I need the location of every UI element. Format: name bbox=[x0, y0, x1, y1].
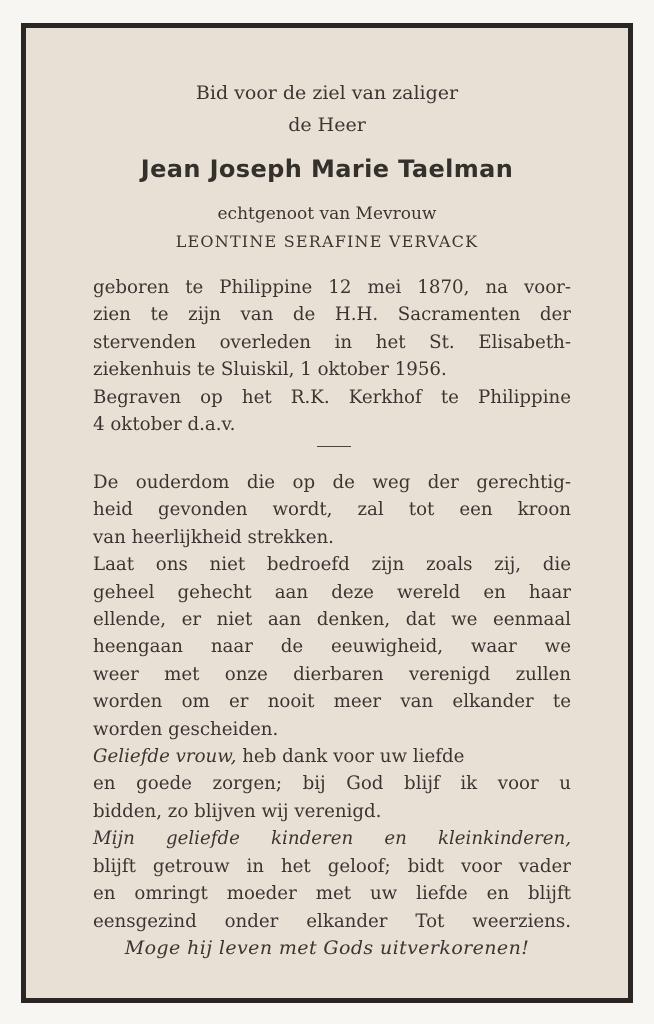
memorial-text bbox=[93, 469, 571, 935]
text-line: worden om er nooit meer van elkander te bbox=[93, 691, 571, 713]
bio-line: 4 oktober d.a.v. bbox=[93, 414, 236, 436]
text-line: heengaan naar de eeuwigheid, waar we bbox=[93, 636, 571, 658]
bio-line: ziekenhuis te Sluiskil, 1 oktober 1956. bbox=[93, 359, 447, 381]
text-line: De ouderdom die op de weg der gerechtig- bbox=[93, 472, 571, 493]
text-line: en omringt moeder met uw liefde en blijft bbox=[93, 883, 571, 905]
text-line-rest: heb dank voor uw liefde bbox=[236, 746, 465, 768]
text-line: van heerlijkheid strekken. bbox=[93, 526, 334, 548]
deceased-name: Jean Joseph Marie Taelman bbox=[140, 155, 514, 183]
bio-line: stervenden overleden in het St. Elisabeth- bbox=[93, 331, 571, 353]
address-wife: Geliefde vrouw, bbox=[93, 746, 237, 768]
text-line: en goede zorgen; bij God blijf ik voor u bbox=[93, 773, 571, 795]
bio-line: zien te zijn van de H.H. Sacramenten der bbox=[93, 304, 571, 326]
memorial-card bbox=[21, 23, 633, 1003]
text-line: Laat ons niet bedroefd zijn zoals zij, die bbox=[93, 554, 571, 576]
biography bbox=[93, 274, 571, 438]
text-line: eensgezind onder elkander Tot weerziens. bbox=[93, 910, 571, 932]
bio-line: Begraven op het R.K. Kerkhof te Philippine bbox=[93, 386, 571, 408]
address-children: Mijn geliefde kinderen en kleinkinderen, bbox=[93, 828, 571, 850]
spouse-name: LEONTINE SERAFINE VERVACK bbox=[175, 232, 479, 251]
text-line: worden gescheiden. bbox=[93, 718, 279, 740]
text-line: bidden, zo blijven wij verenigd. bbox=[93, 800, 382, 822]
text-line: weer met onze dierbaren verenigd zullen bbox=[93, 663, 571, 685]
bio-line: geboren te Philippine 12 mei 1870, na voor- bbox=[93, 277, 571, 298]
text-line-mixed bbox=[93, 743, 571, 770]
prayer-line: Bid voor de ziel van zaliger bbox=[195, 82, 459, 104]
closing-prayer: Moge hij leven met Gods uitverkorenen! bbox=[124, 937, 530, 959]
text-line: blijft getrouw in het geloof; bidt voor vader bbox=[93, 855, 571, 877]
text-line: heid gevonden wordt, zal tot een kroon bbox=[93, 499, 571, 521]
text-line: geheel gehecht aan deze wereld en haar bbox=[93, 581, 571, 603]
title-line: de Heer bbox=[288, 114, 366, 136]
text-line: ellende, er niet aan denken, dat we eenmaal bbox=[93, 609, 571, 631]
divider bbox=[317, 446, 351, 447]
spouse-label: echtgenoot van Mevrouw bbox=[217, 204, 437, 224]
